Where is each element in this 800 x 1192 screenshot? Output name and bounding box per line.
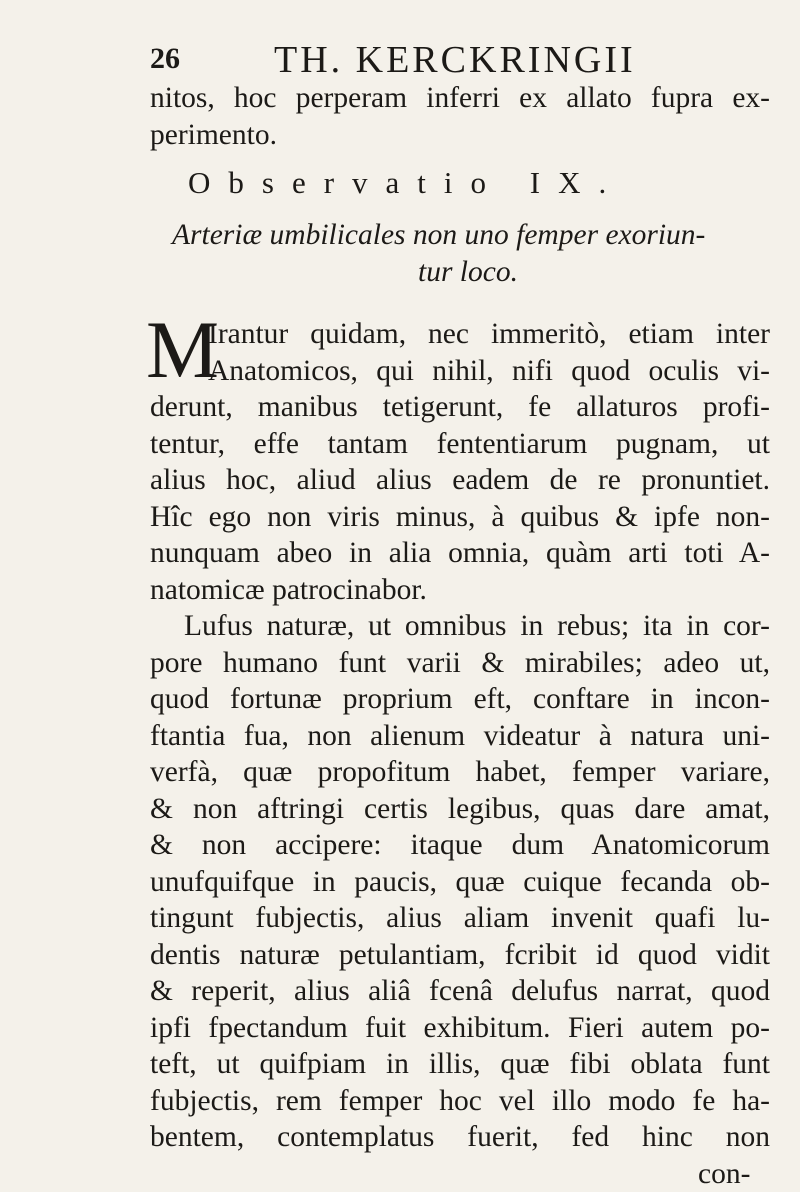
paragraph-line: Lufus naturæ, ut omnibus in rebus; ita in cor- (150, 608, 770, 645)
paragraph-line: & reperit, alius aliâ fcenâ delufus narrat, quod (150, 973, 770, 1010)
paragraph-line: pore humano funt varii & mirabiles; adeo ut, (150, 645, 770, 682)
observation-subtitle (150, 217, 770, 290)
catchword: con- (150, 1156, 770, 1192)
paragraph-line: tingunt fubjectis, alius aliam invenit quafi lu- (150, 900, 770, 937)
paragraph-line: & non accipere: itaque dum Anatomicorum (150, 827, 770, 864)
paragraph-line: alius hoc, aliud alius eadem de re pronuntiet. (150, 462, 770, 499)
page-number: 26 (150, 42, 180, 76)
paragraph-2 (150, 608, 770, 1156)
paragraph-1 (150, 316, 770, 608)
paragraph-line: ftantia fua, non alienum videatur à natura uni- (150, 718, 770, 755)
paragraph-line: verfà, quæ propofitum habet, femper variare, (150, 754, 770, 791)
paragraph-line: teft, ut quifpiam in illis, quæ fibi oblata funt (150, 1046, 770, 1083)
paragraph-line: derunt, manibus tetigerunt, fe allaturos profi- (150, 389, 770, 426)
paragraph-line: Anatomicos, qui nihil, nifi quod oculis vi- (150, 353, 770, 390)
paragraph-line: dentis naturæ petulantiam, fcribit id quod vidit (150, 937, 770, 974)
paragraph-line: ipfi fpectandum fuit exhibitum. Fieri autem po- (150, 1010, 770, 1047)
paragraph-line: Hîc ego non viris minus, à quibus & ipfe non- (150, 499, 770, 536)
paragraph-line: tentur, effe tantam fententiarum pugnam, ut (150, 426, 770, 463)
paragraph-line: unufquifque in paucis, quæ cuique fecanda ob- (150, 864, 770, 901)
paragraph-line: quod fortunæ proprium eft, conftare in incon- (150, 681, 770, 718)
paragraph-line: & non aftringi certis legibus, quas dare amat, (150, 791, 770, 828)
carry-line: perimento. (150, 117, 770, 154)
paragraph-line: natomicæ patrocinabor. (150, 572, 770, 609)
carry-line: nitos, hoc perperam inferri ex allato fupra ex- (150, 80, 770, 117)
page-header (150, 38, 760, 82)
text-block (150, 80, 770, 1192)
paragraph-line: fubjectis, rem femper hoc vel illo modo fe ha- (150, 1083, 770, 1120)
paragraph-line: nunquam abeo in alia omnia, quàm arti toti A- (150, 535, 770, 572)
running-head: TH. KERCKRINGII (274, 38, 636, 82)
paragraph-line: bentem, contemplatus fuerit, fed hinc non (150, 1119, 770, 1156)
subtitle-line: Arteriæ umbilicales non uno femper exoriun- (150, 217, 770, 254)
drop-cap: M (146, 313, 219, 387)
observation-title: Observatio IX. (150, 165, 770, 207)
paragraph-line: Irantur quidam, nec immeritò, etiam inter (150, 316, 770, 353)
subtitle-line: tur loco. (150, 254, 770, 291)
